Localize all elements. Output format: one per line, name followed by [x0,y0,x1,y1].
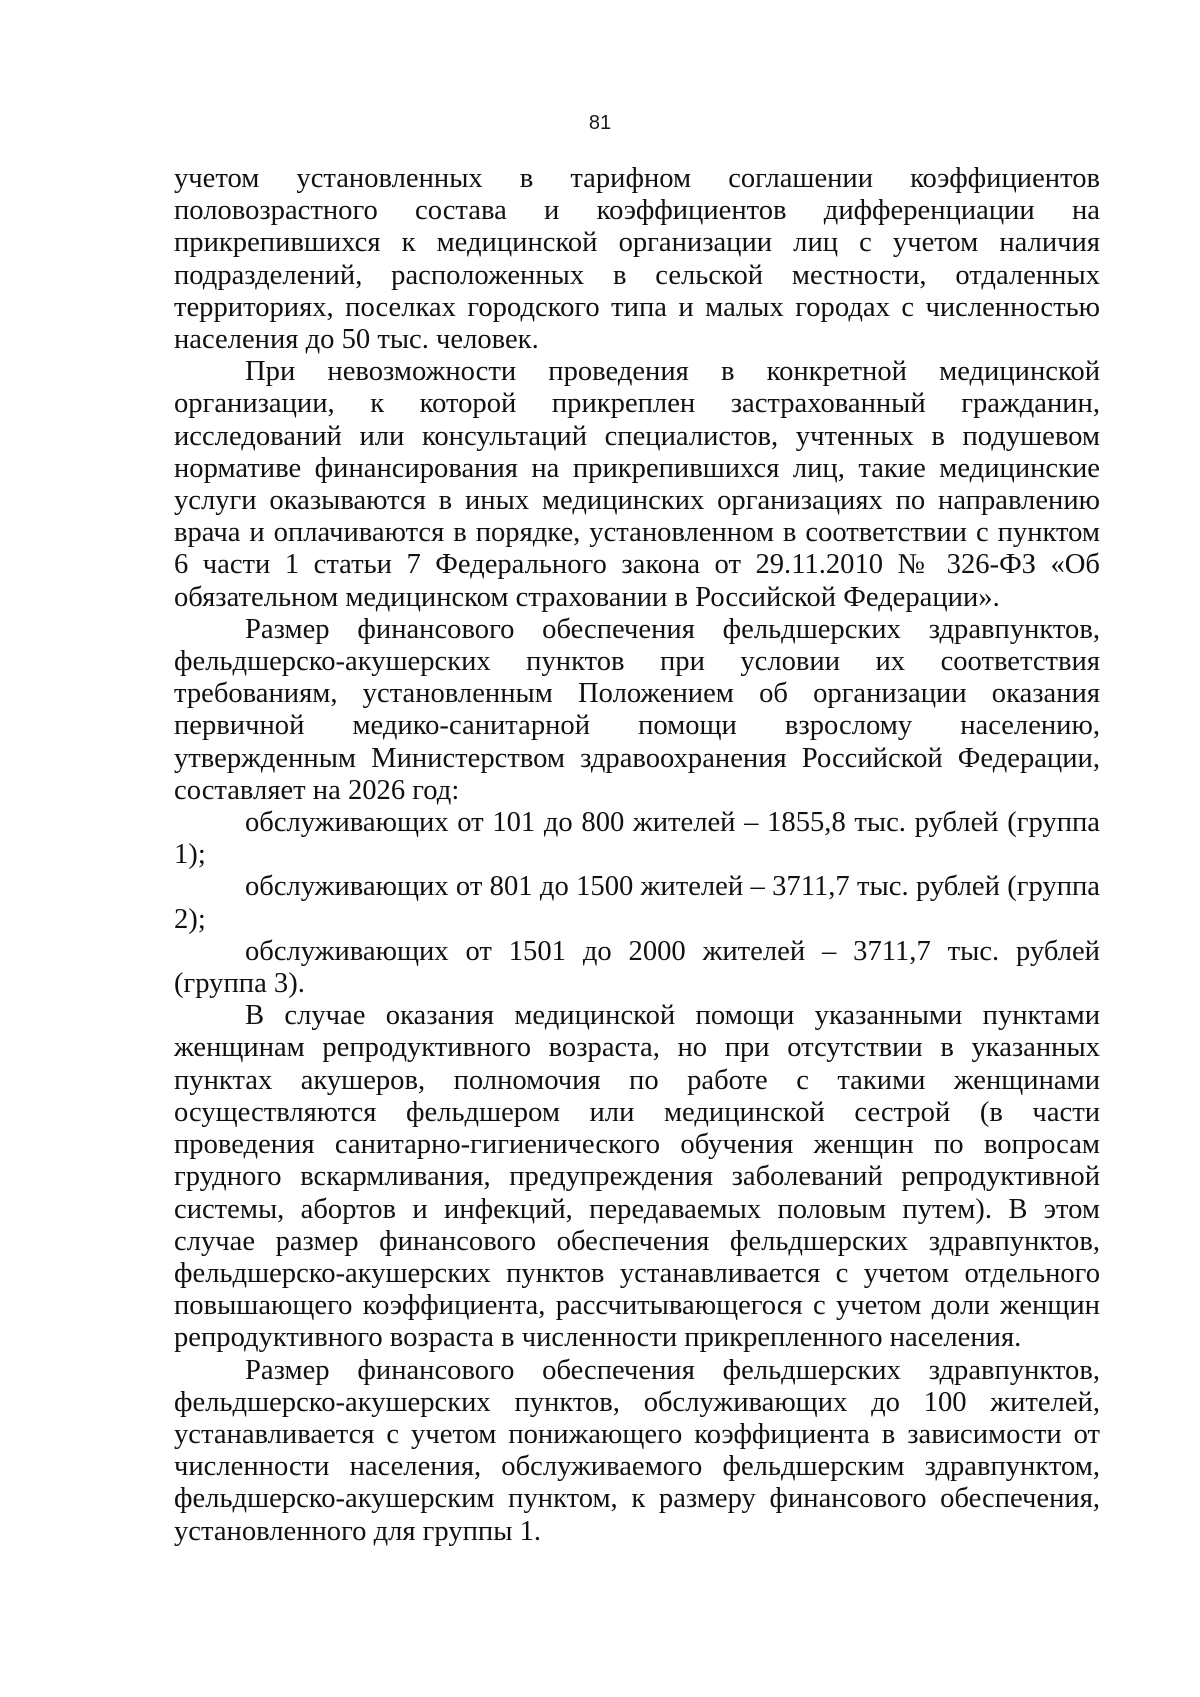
document-body [174,163,1100,1548]
paragraph-under-100: Размер финансового обеспечения фельдшерских здравпунктов, фельдшерско-акушерских пунктов, обслуживающих до 100 жителей, устанавливается с учетом понижающего коэффициента в зависимости от численности населения, обслуживаемого фельдшерским здравпунктом, фельдшерско-акушерским пунктом, к размеру финансового обеспечения, установленного для группы 1. [174,1354,1100,1547]
paragraph-group-3: обслуживающих от 1501 до 2000 жителей – 3711,7 тыс. рублей (группа 3). [174,935,1100,1000]
page-number: 81 [588,112,612,134]
paragraph-reproductive-age: В случае оказания медицинской помощи указанными пунктами женщинам репродуктивного возраста, но при отсутствии в указанных пунктах акушеров, полномочия по работе с такими женщинами осуществляются фельдшером или медицинской сестрой (в части проведения санитарно-гигиенического обучения женщин по вопросам грудного вскармливания, предупреждения заболеваний репродуктивной системы, абортов и инфекций, передаваемых половым путем). В этом случае размер финансового обеспечения фельдшерских здравпунктов, фельдшерско-акушерских пунктов устанавливается с учетом отдельного повышающего коэффициента, рассчитывающегося с учетом доли женщин репродуктивного возраста в численности прикрепленного населения. [174,1000,1100,1354]
paragraph-continuation: учетом установленных в тарифном соглашении коэффициентов половозрастного состава и коэффициентов дифференциации на прикрепившихся к медицинской организации лиц с учетом наличия подразделений, расположенных в сельской местности, отдаленных территориях, поселках городского типа и малых городах с численностью населения до 50 тыс. человек. [174,163,1100,356]
paragraph-group-2: обслуживающих от 801 до 1500 жителей – 3711,7 тыс. рублей (группа 2); [174,871,1100,935]
paragraph-group-1: обслуживающих от 101 до 800 жителей – 1855,8 тыс. рублей (группа 1); [174,807,1100,871]
paragraph-consultations: При невозможности проведения в конкретной медицинской организации, к которой прикреплен застрахованный гражданин, исследований или консультаций специалистов, учтенных в подушевом нормативе финансирования на прикрепившихся лиц, такие медицинские услуги оказываются в иных медицинских организациях по направлению врача и оплачиваются в порядке, установленном в соответствии с пунктом 6 части 1 статьи 7 Федерального закона от 29.11.2010 № 326-ФЗ «Об обязательном медицинском страховании в Российской Федерации». [174,356,1100,613]
paragraph-funding-size: Размер финансового обеспечения фельдшерских здравпунктов, фельдшерско-акушерских пунктов при условии их соответствия требованиям, установленным Положением об организации оказания первичной медико-санитарной помощи взрослому населению, утвержденным Министерством здравоохранения Российской Федерации, составляет на 2026 год: [174,613,1100,806]
